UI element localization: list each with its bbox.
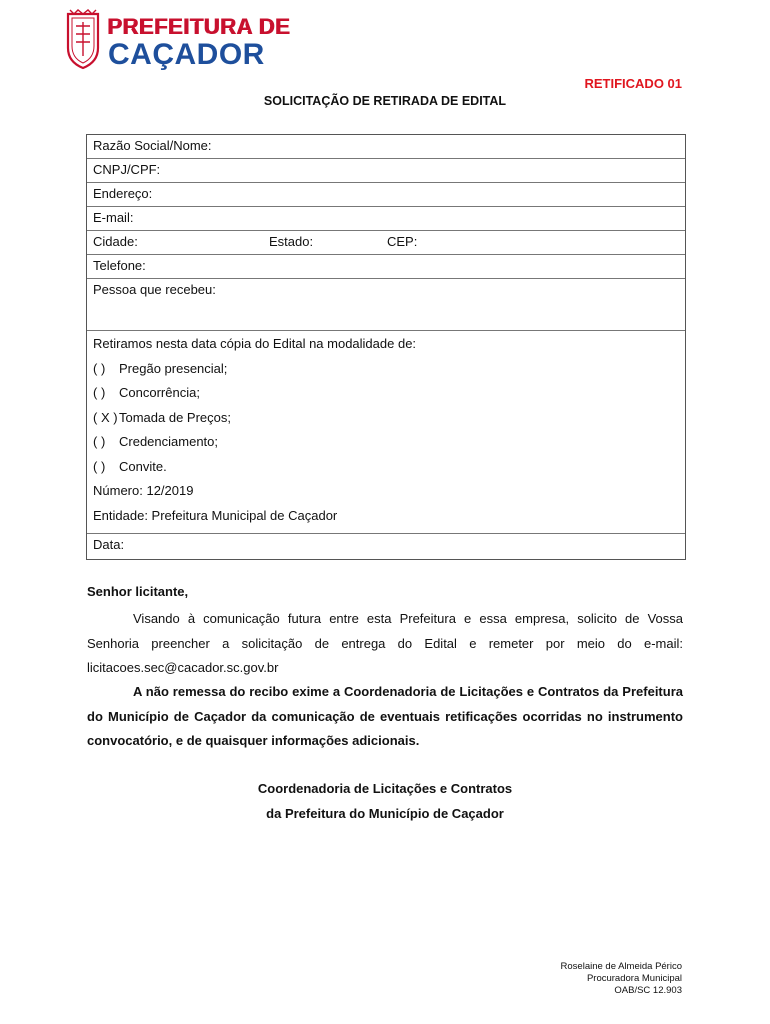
option-credenciamento[interactable] bbox=[93, 431, 685, 456]
label-razao-social: Razão Social/Nome: bbox=[93, 138, 212, 153]
greeting: Senhor licitante, bbox=[87, 584, 189, 599]
label-cep: CEP: bbox=[387, 234, 418, 249]
prefeitura-logo bbox=[64, 8, 291, 74]
option-label: Credenciamento; bbox=[119, 434, 218, 449]
signature-role: Procuradora Municipal bbox=[586, 973, 682, 984]
label-entidade: Entidade: Prefeitura Municipal de Caçador bbox=[93, 507, 338, 523]
field-email[interactable] bbox=[87, 207, 685, 231]
option-mark: ( ) bbox=[93, 360, 106, 376]
signature-block bbox=[561, 961, 682, 997]
label-telefone: Telefone: bbox=[93, 258, 146, 273]
option-label: Convite. bbox=[119, 458, 167, 474]
field-data[interactable] bbox=[87, 534, 685, 559]
option-concorrencia[interactable] bbox=[93, 382, 685, 407]
coat-of-arms-icon bbox=[64, 8, 102, 72]
label-cidade: Cidade: bbox=[93, 234, 138, 249]
option-pregao[interactable] bbox=[93, 358, 685, 383]
field-telefone[interactable] bbox=[87, 255, 685, 279]
field-endereco[interactable] bbox=[87, 183, 685, 207]
paragraph-notice: A não remessa do recibo exime a Coordenadoria de Licitações e Contratos da Prefeitura do Município de Caçador da comunicação de eventuais retificações ocorridas no instrumento convocatório, e de quaisquer informações adicionais. bbox=[87, 684, 683, 748]
option-label: Pregão presencial; bbox=[119, 360, 228, 376]
logo-text-cacador: CAÇADOR bbox=[108, 38, 265, 71]
label-cnpj: CNPJ/CPF: bbox=[93, 162, 161, 177]
paragraph-instructions: Visando à comunicação futura entre esta Prefeitura e essa empresa, solicito de Vossa Senhoria preencher a solicitação de entrega do Edital e remeter por meio do e-mail: licitacoes.sec@cacador.sc.gov.br bbox=[87, 611, 683, 675]
option-label: Tomada de Preços; bbox=[119, 409, 232, 425]
option-convite[interactable] bbox=[93, 456, 685, 481]
field-pessoa-recebeu[interactable] bbox=[87, 279, 685, 331]
label-data: Data: bbox=[93, 537, 125, 552]
label-email: E-mail: bbox=[93, 210, 134, 225]
option-mark: ( X ) bbox=[93, 409, 118, 425]
option-mark: ( ) bbox=[93, 458, 106, 474]
signature-oab: OAB/SC 12.903 bbox=[614, 985, 682, 996]
retificado-label: RETIFICADO 01 bbox=[584, 76, 682, 91]
logo-text-prefeitura: PREFEITURA DE bbox=[108, 14, 291, 39]
signature-name: Roselaine de Almeida Périco bbox=[560, 961, 682, 972]
document-title: SOLICITAÇÃO DE RETIRADA DE EDITAL bbox=[263, 94, 507, 108]
footer-line-1: Coordenadoria de Licitações e Contratos bbox=[257, 781, 513, 796]
option-label: Concorrência; bbox=[119, 385, 200, 400]
footer-line-2: da Prefeitura do Município de Caçador bbox=[266, 806, 504, 821]
field-cidade-estado-cep[interactable] bbox=[87, 231, 685, 255]
field-cnpj[interactable] bbox=[87, 159, 685, 183]
label-endereco: Endereço: bbox=[93, 186, 153, 201]
request-form bbox=[86, 134, 686, 560]
option-mark: ( ) bbox=[93, 385, 106, 400]
option-mark: ( ) bbox=[93, 434, 106, 449]
label-pessoa: Pessoa que recebeu: bbox=[93, 282, 216, 297]
label-estado: Estado: bbox=[269, 234, 314, 249]
modalidade-block bbox=[87, 331, 685, 534]
option-tomada-precos[interactable] bbox=[93, 407, 685, 432]
label-numero: Número: 12/2019 bbox=[93, 483, 194, 498]
label-retiramos: Retiramos nesta data cópia do Edital na modalidade de: bbox=[93, 336, 417, 351]
field-razao-social[interactable] bbox=[87, 135, 685, 159]
